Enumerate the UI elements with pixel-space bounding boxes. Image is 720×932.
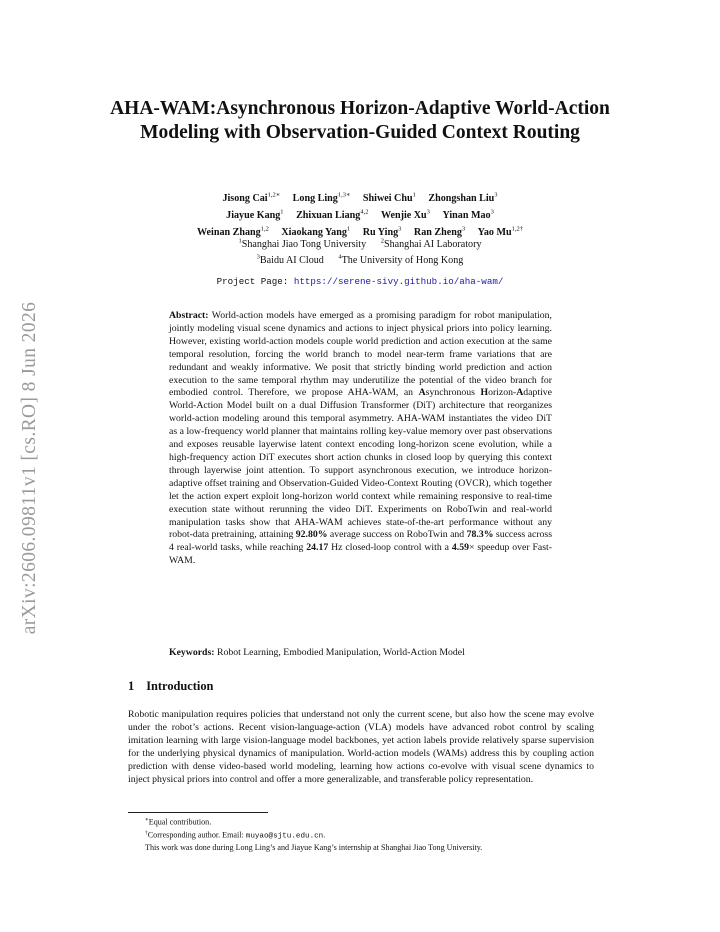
section-heading-introduction: 1 Introduction [128,679,214,693]
introduction-paragraph: Robotic manipulation requires policies that understand not only the current scene, but also how the scene may evolve under the robot’s actions. Recent vision-language-action (VLA) models have advanced robot control by scaling imitation learning with large vision-language model backbones, yet action labels provide relatively sparse supervision for the underlying physical dynamics of manipulation. World-action models (WAMs) address this by coupling action prediction with dense video-based world modeling, learning how actions co-evolve with visual scene dynamics to inject physical priors into control and offer a more generalizable, and transferable policy representation. [128,709,594,785]
arxiv-sidebar-stamp [14,268,46,668]
author: Weinan Zhang$^{1,2}$ [197,225,269,239]
author: Zhongshan Liu$^3$ [428,192,498,205]
footnotes [145,815,595,853]
affiliation: $^4$The University of Hong Kong [338,253,464,267]
affiliation-list [100,236,620,268]
author: Zhixuan Liang$^{4,2}$ [296,208,369,222]
project-page-line [100,276,620,287]
author: Ru Ying$^3$ [362,225,402,239]
author: Xiaokang Yang$^1$ [281,225,351,239]
author: Ran Zheng$^3$ [413,225,466,239]
corresponding-email[interactable]: muyao@sjtu.edu.cn [245,832,324,841]
author: Jiayue Kang$^1$ [226,208,284,222]
affiliation: $^3$Baidu AI Cloud [256,253,324,267]
affiliation: $^1$Shanghai Jiao Tong University [238,238,367,251]
keywords-label: Keywords: [169,647,215,658]
paper-title: AHA-WAM:Asynchronous Horizon-Adaptive World-Action Modeling with Observation-Guided Context Routing [110,98,610,143]
footnote-corresponding-author: †Corresponding author. Email: muyao@sjtu.edu.cn. [145,830,326,841]
affiliation: $^2$Shanghai AI Laboratory [380,238,482,251]
footnote-divider [128,812,268,813]
abstract-label: Abstract: [169,310,209,321]
author: Jisong Cai$^{1,2∗}$ [222,192,281,205]
author-list [100,189,620,240]
arxiv-identifier: arXiv:2606.09811v1 [cs.RO] 8 Jun 2026 [19,301,40,635]
project-page-link[interactable]: https://serene-sivy.github.io/aha-wam/ [293,276,504,287]
abstract: Abstract: World-action models have emerged as a promising paradigm for robot manipulation, jointly modeling visual scene dynamics and actions to inject physical priors into policy learning. However, existing world-action models couple world prediction and action execution at the same temporal resolution, forcing the world branch to model near-term frame variations that are redundant and weakly informative. We posit that strictly binding world prediction and action execution to the same temporal rhythm may underutilize the potential of the video branch for embodied control. Therefore, we propose AHA-WAM, an Asynchronous Horizon-Adaptive World-Action Model built on a dual Diffusion Transformer (DiT) architecture that reorganizes world-action modeling around this temporal asymmetry. AHA-WAM instantiates the video DiT as a low-frequency world planner that maintains rolling key-value memory over past observations and exposes reusable layerwise latent context encoding long-horizon scene evolution, while a high-frequency action DiT executes short action chunks in closed loop by querying this context through layerwise joint attention. To support asynchronous execution, we introduce horizon-adaptive offset training and Observation-Guided Video-Context Routing (OVCR), which together let the action expert exploit long-horizon world context while remaining responsive to real-time execution state without rerunning the video DiT. Experiments on RoboTwin and real-world manipulation tasks show that AHA-WAM achieves state-of-the-art performance without any robot-data pretraining, attaining 92.80% average success on RoboTwin and 78.3% success across 4 real-world tasks, while reaching 24.17 Hz closed-loop control with a 4.59× speedup over Fast-WAM. [169,310,552,567]
keywords: Keywords: Robot Learning, Embodied Manipulation, World-Action Model [169,647,465,658]
author: Yinan Mao$^3$ [442,208,494,222]
author: Long Ling$^{1,3∗}$ [292,192,351,205]
author: Wenjie Xu$^3$ [380,208,430,222]
footnote-internship: This work was done during Long Ling’s and Jiayue Kang’s internship at Shanghai Jiao Tong University. [145,842,483,852]
project-page-label: Project Page: [216,276,289,287]
author: Yao $Mu^{1,2\dagger}$ [477,225,523,239]
footnote-equal-contribution: ∗Equal contribution. [145,817,212,827]
author: Shiwei Chu$^1$ [362,192,416,205]
